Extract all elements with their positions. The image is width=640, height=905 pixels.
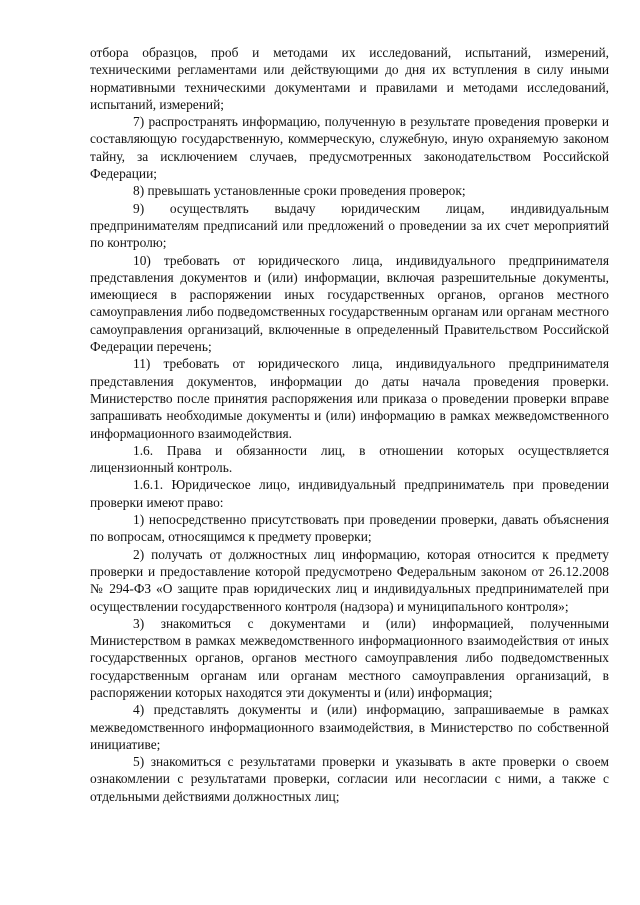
paragraph-item-8: 8) превышать установленные сроки проведения проверок; <box>133 183 466 199</box>
right-item-1: 1) непосредственно присутствовать при проведении проверки, давать объяснения по вопросам, относящимся к предмету проверки; <box>90 512 609 545</box>
right-item-5: 5) знакомиться с результатами проверки и указывать в акте проверки о своем ознакомлении с результатами проверки, согласии или несогласии с ними, а также с отдельными действиями должностных лиц; <box>90 754 609 804</box>
document-page <box>90 44 609 805</box>
right-item-3: 3) знакомиться с документами и (или) информацией, полученными Министерством в рамках межведомственного информационного взаимодействия от иных государственных органов, органов местного самоуправления либо подведомственных государственным органам или органам местного самоуправления организаций, в распоряжении которых находятся эти документы и (или) информация; <box>90 615 609 700</box>
paragraph-item-9: 9) осуществлять выдачу юридическим лицам, индивидуальным предпринимателям предписаний или предложений о проведении за их счет мероприятий по контролю; <box>90 200 609 251</box>
paragraph-item-7: 7) распространять информацию, полученную в результате проведения проверки и составляющую государственную, коммерческую, служебную, иную охраняемую законом тайну, за исключением случаев, предусмотренных законодательством Российской Федерации; <box>90 114 609 182</box>
paragraph-continuation: отбора образцов, проб и методами их исследований, испытаний, измерений, техническими регламентами или действующими до дня их вступления в силу иными нормативными техническими документами и правилами и методами исследований, испытаний, измерений; <box>90 45 609 112</box>
section-1-6-1: 1.6.1. Юридическое лицо, индивидуальный предприниматель при проведении проверки имеют право: <box>90 477 609 510</box>
right-item-4: 4) представлять документы и (или) информацию, запрашиваемые в рамках межведомственного информационного взаимодействия, в Министерство по собственной инициативе; <box>90 702 609 752</box>
section-1-6: 1.6. Права и обязанности лиц, в отношении которых осуществляется лицензионный контроль. <box>90 442 609 476</box>
right-item-2: 2) получать от должностных лиц информацию, которая относится к предмету проверки и предоставление которой предусмотрено Федеральным законом от 26.12.2008 № 294-ФЗ «О защите прав юридических лиц и индивидуальных предпринимателей при осуществлении государственного контроля (надзора) и муниципального контроля»; <box>90 546 609 614</box>
paragraph-item-10: 10) требовать от юридического лица, индивидуального предпринимателя представления документов и (или) информации, включая разрешительные документы, имеющиеся в распоряжении иных государственных органов, органов местного самоуправления либо подведомственных государственным органам или органам местного самоуправления организаций, включенные в определенный Правительством Российской Федерации перечень; <box>90 252 609 355</box>
paragraph-item-11: 11) требовать от юридического лица, индивидуального предпринимателя представления документов, информации до даты начала проведения проверки. Министерство после принятия распоряжения или приказа о проведении проверки вправе запрашивать необходимые документы и (или) информацию в рамках межведомственного информационного взаимодействия. <box>90 356 609 441</box>
